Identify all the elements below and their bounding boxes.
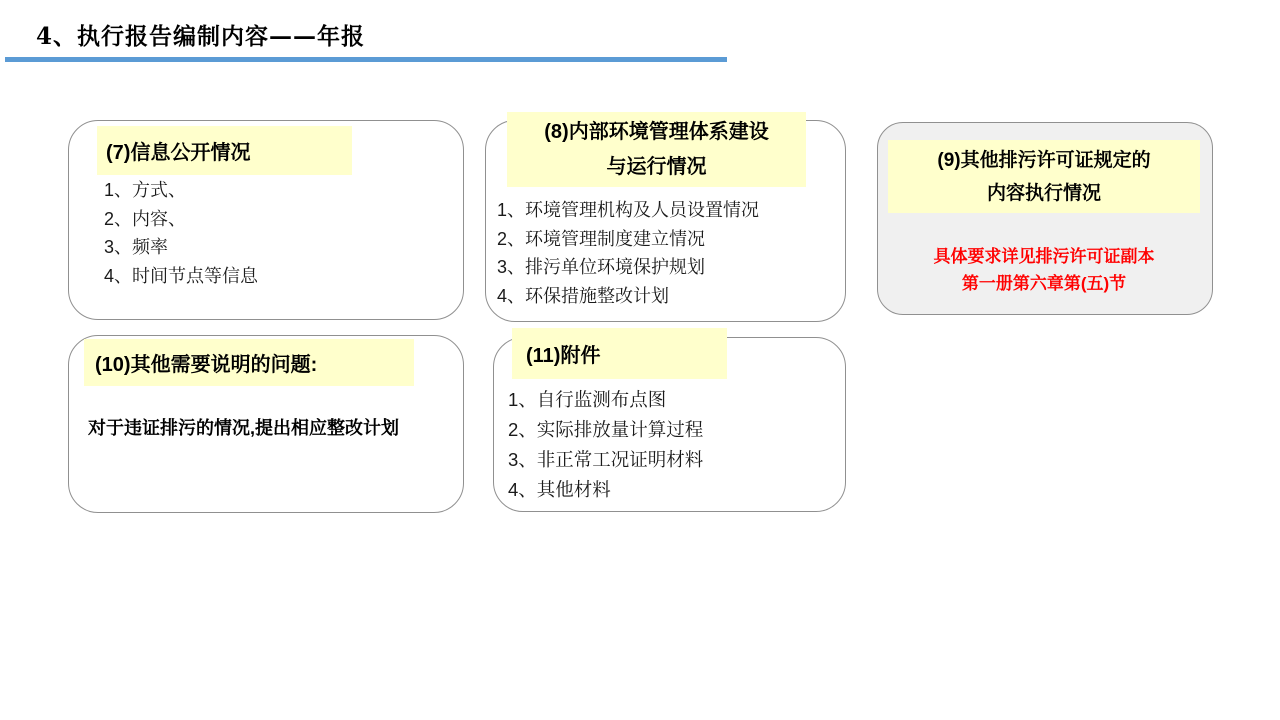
header-line: (9)其他排污许可证规定的 bbox=[937, 149, 1151, 171]
list-item: 3、非正常工况证明材料 bbox=[508, 449, 704, 470]
list-item: 1、方式、 bbox=[104, 180, 187, 200]
card-info-disclosure-header: (7)信息公开情况 bbox=[97, 126, 352, 175]
card-internal-env-mgmt-list bbox=[497, 196, 759, 310]
page-title: 4、执行报告编制内容——年报 bbox=[36, 23, 366, 50]
list-item: 4、环保措施整改计划 bbox=[497, 285, 670, 306]
list-item: 4、时间节点等信息 bbox=[104, 265, 259, 286]
card-internal-env-mgmt-header bbox=[507, 112, 806, 187]
card-other-issues-body: 对于违证排污的情况,提出相应整改计划 bbox=[88, 418, 399, 438]
note-line: 具体要求详见排污许可证副本 bbox=[933, 247, 1155, 266]
note-line: 第一册第六章第(五)节 bbox=[961, 274, 1127, 293]
card-attachments-header: (11)附件 bbox=[512, 328, 727, 379]
card-other-permit-items-header bbox=[888, 140, 1200, 213]
list-item: 2、实际排放量计算过程 bbox=[508, 419, 704, 440]
card-other-issues-header: (10)其他需要说明的问题: bbox=[84, 339, 414, 386]
list-item: 3、频率 bbox=[104, 237, 169, 257]
header-line: 与运行情况 bbox=[606, 155, 707, 178]
list-item: 1、自行监测布点图 bbox=[508, 389, 667, 410]
list-item: 3、排污单位环境保护规划 bbox=[497, 257, 706, 277]
list-item: 4、其他材料 bbox=[508, 479, 611, 500]
card-attachments-list bbox=[508, 385, 703, 505]
header-line: 内容执行情况 bbox=[986, 182, 1101, 204]
card-info-disclosure-list bbox=[104, 176, 258, 290]
title-underline bbox=[5, 57, 727, 62]
list-item: 2、内容、 bbox=[104, 208, 187, 229]
card-other-permit-items-note bbox=[877, 243, 1211, 297]
list-item: 1、环境管理机构及人员设置情况 bbox=[497, 200, 760, 220]
header-line: (8)内部环境管理体系建设 bbox=[544, 120, 769, 143]
list-item: 2、环境管理制度建立情况 bbox=[497, 228, 706, 249]
